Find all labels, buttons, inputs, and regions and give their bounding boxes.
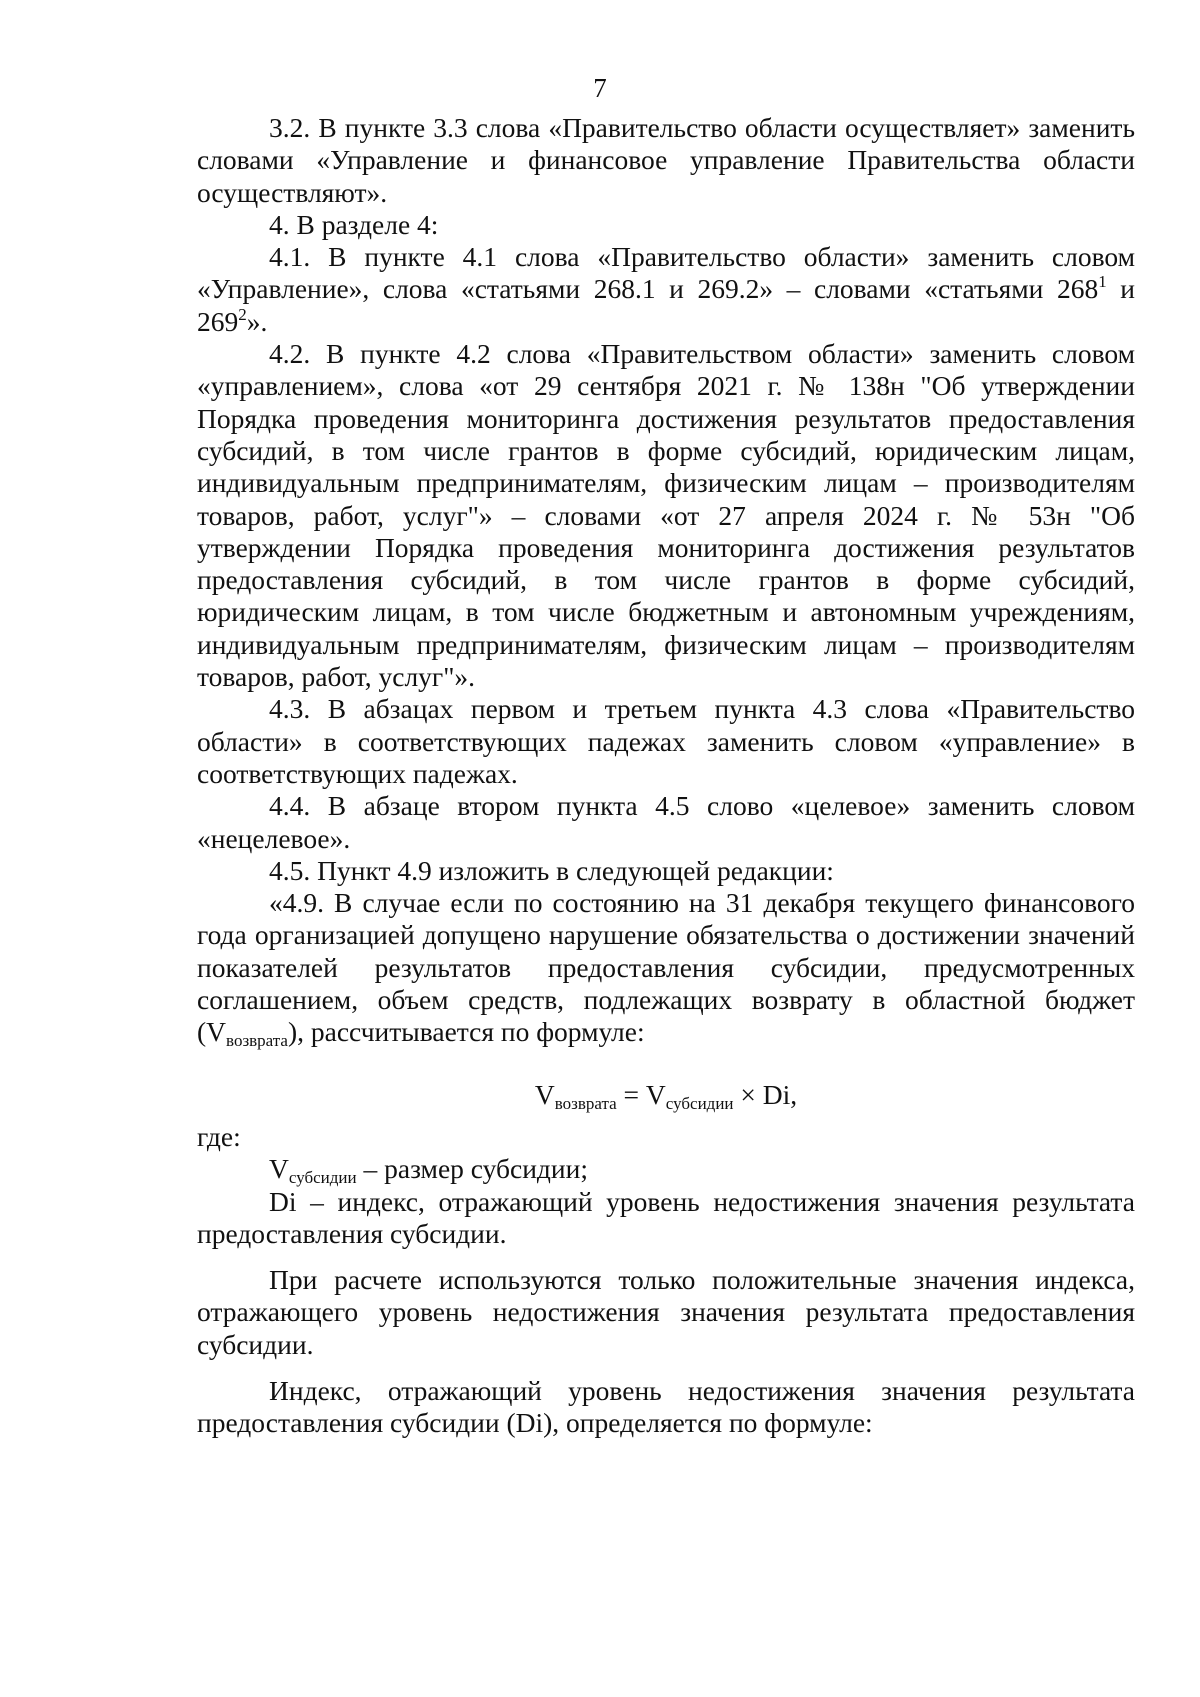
paragraph-4-1-text-c: ». <box>246 305 268 337</box>
superscript-2: 2 <box>238 304 247 324</box>
formula-lhs-subscript: возврата <box>554 1093 617 1113</box>
formula-rest: × Di, <box>733 1078 798 1110</box>
paragraph-index-formula: Индекс, отражающий уровень недостижения значения результата предоставления субсидии (Di), определяется по формуле: <box>197 1374 1135 1439</box>
paragraph-4-9-text-a: «4.9. В случае если по состоянию на 31 декабря текущего финансового года организацией допущено нарушение обязательства о достижении значений показателей результатов предоставления субсидии, предусмотренных соглашением, объем средств, подлежащих возврату в областной бюджет (V <box>197 887 1135 1048</box>
definition-text: – размер субсидии; <box>356 1153 588 1185</box>
superscript-1: 1 <box>1098 272 1107 292</box>
formula-rhs-subscript: субсидии <box>665 1093 734 1113</box>
paragraph-positive-values: При расчете используются только положительные значения индекса, отражающего уровень недостижения значения результата предоставления субсидии. <box>197 1264 1135 1360</box>
paragraph-4-9-text-b: ), рассчитывается по формуле: <box>287 1016 645 1048</box>
paragraph-4-9 <box>197 887 1135 1051</box>
subscript-vozvrata: возврата <box>226 1031 288 1051</box>
paragraph-section-4: 4. В разделе 4: <box>269 208 439 240</box>
paragraph-4-3: 4.3. В абзацах первом и третьем пункта 4.3 слова «Правительство области» в соответствующих падежах заменить словом «управление» в соответствующих падежах. <box>197 693 1135 789</box>
paragraph-4-2: 4.2. В пункте 4.2 слова «Правительством области» заменить словом «управлением», слова «от 29 сентября 2021 г. № 138н "Об утверждении Порядка проведения мониторинга достижения результатов предоставления субсидий, в том числе грантов в форме субсидий, юридическим лицам, индивидуальным предпринимателям, физическим лицам – производителям товаров, работ, услуг"» – словами «от 27 апреля 2024 г. № 53н "Об утверждении Порядка проведения мониторинга достижения результатов предоставления субсидий, в том числе грантов в форме субсидий, юридическим лицам, в том числе бюджетным и автономным учреждениям, индивидуальным предпринимателям, физическим лицам – производителям товаров, работ, услуг"». <box>197 338 1135 693</box>
definition-di: Di – индекс, отражающий уровень недостижения значения результата предоставления субсидии. <box>197 1185 1135 1249</box>
paragraph-4-1 <box>197 241 1135 338</box>
paragraph-4-5: 4.5. Пункт 4.9 изложить в следующей редакции: <box>269 854 834 886</box>
formula-return-volume: $V_{возврата} = V_{субсидии} \times Di$, <box>534 1078 798 1113</box>
paragraph-4-4: 4.4. В абзаце втором пункта 4.5 слово «целевое» заменить словом «нецелевое». <box>197 790 1135 854</box>
paragraph-4-1-text-a: 4.1. В пункте 4.1 слова «Правительство области» заменить словом «Управление», слова «статьями 268.1 и 269.2» – словами «статьями 268 <box>197 241 1135 305</box>
where-label: где: <box>197 1120 241 1152</box>
document-body <box>197 112 1135 1440</box>
formula-equals: = V <box>616 1078 666 1110</box>
definition-v-subsidii: $V_{субсидии}$ – размер субсидии; <box>269 1153 588 1188</box>
paragraph-3-2: 3.2. В пункте 3.3 слова «Правительство области осуществляет» заменить словами «Управление и финансовое управление Правительства области осуществляют». <box>197 112 1135 208</box>
page-number: 7 <box>593 73 607 103</box>
definition-subscript: субсидии <box>288 1168 357 1188</box>
paragraph-4-1-text-b: и 269 <box>197 273 1136 337</box>
